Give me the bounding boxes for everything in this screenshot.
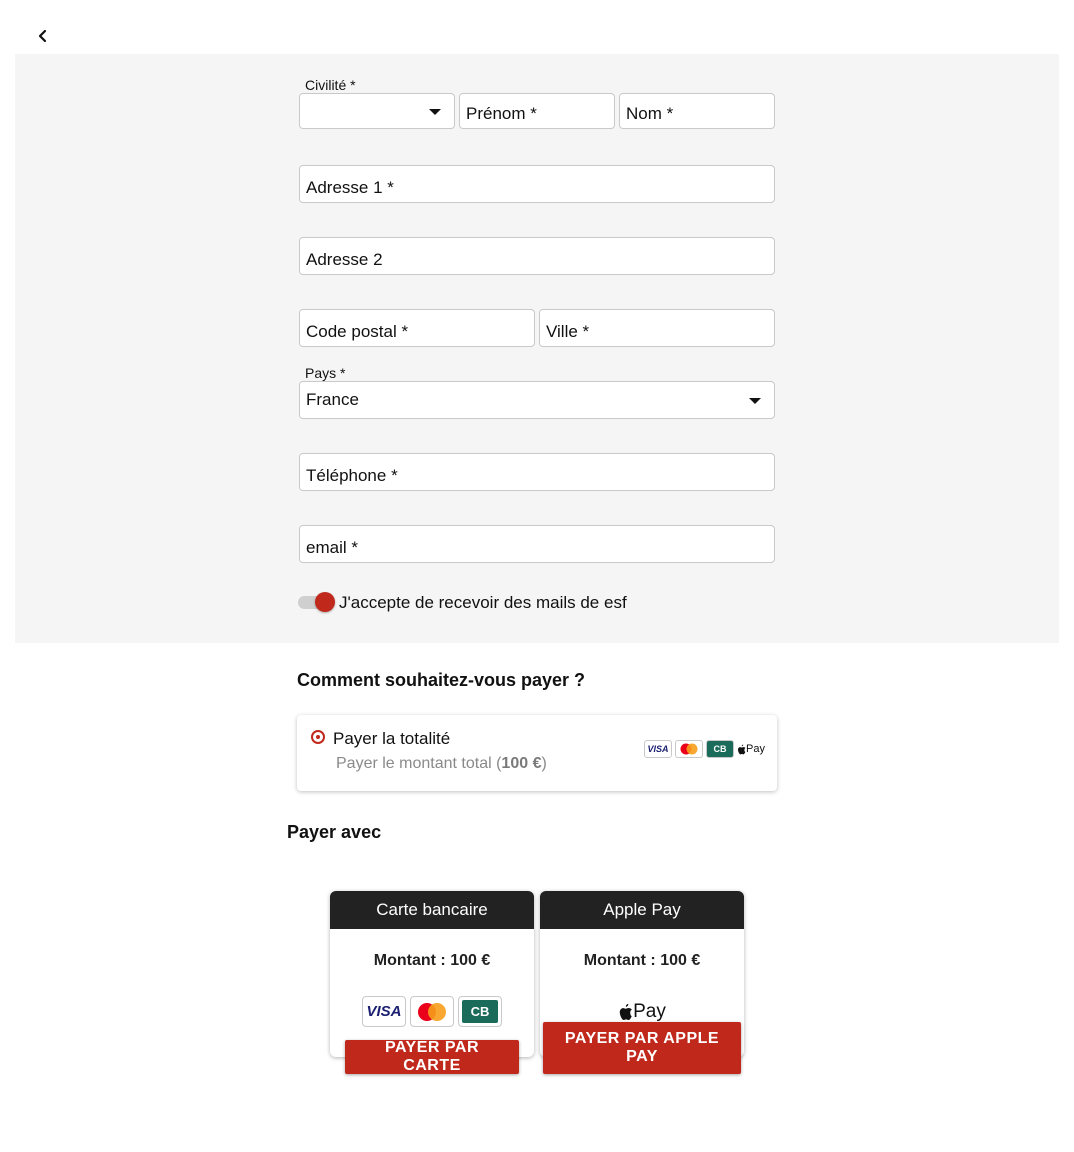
newsletter-label: J'accepte de recevoir des mails de esf bbox=[339, 593, 627, 612]
address1-field[interactable] bbox=[299, 165, 775, 203]
city-placeholder: Ville * bbox=[546, 322, 590, 341]
back-button[interactable] bbox=[34, 27, 52, 45]
apple-pay-amount: Montant : 100 € bbox=[583, 952, 701, 969]
pay-by-apple-pay-button[interactable]: PAYER PAR APPLE PAY bbox=[543, 1022, 741, 1074]
cb-icon: CB bbox=[458, 996, 502, 1027]
pay-full-option[interactable] bbox=[297, 715, 777, 791]
pay-by-card-button[interactable]: PAYER PAR CARTE bbox=[345, 1040, 519, 1074]
civility-label: Civilité * bbox=[305, 77, 356, 93]
chevron-down-icon bbox=[749, 398, 761, 404]
firstname-field[interactable] bbox=[459, 93, 615, 129]
lastname-field[interactable] bbox=[619, 93, 775, 129]
postal-code-field[interactable] bbox=[299, 309, 535, 347]
card-logos bbox=[330, 996, 534, 1027]
country-value: France bbox=[306, 390, 359, 409]
city-field[interactable] bbox=[539, 309, 775, 347]
address2-placeholder: Adresse 2 bbox=[306, 250, 383, 269]
civility-select[interactable] bbox=[299, 93, 455, 129]
payment-logos bbox=[644, 740, 765, 758]
address2-field[interactable] bbox=[299, 237, 775, 275]
card-payment-title: Carte bancaire bbox=[330, 891, 534, 929]
pay-full-description: Payer le montant total (100 €) bbox=[336, 755, 547, 772]
lastname-placeholder: Nom * bbox=[626, 104, 674, 123]
firstname-placeholder: Prénom * bbox=[466, 104, 537, 123]
chevron-left-icon bbox=[34, 27, 52, 45]
country-label: Pays * bbox=[305, 365, 346, 381]
phone-placeholder: Téléphone * bbox=[306, 466, 398, 485]
apple-pay-icon: Pay bbox=[737, 740, 765, 758]
toggle-knob bbox=[315, 592, 335, 612]
pay-full-amount: 100 € bbox=[501, 755, 542, 772]
cb-icon: CB bbox=[706, 740, 734, 758]
pay-full-title: Payer la totalité bbox=[333, 729, 451, 748]
apple-pay-icon: Pay bbox=[540, 1001, 744, 1023]
email-field[interactable] bbox=[299, 525, 775, 563]
mastercard-icon bbox=[675, 740, 703, 758]
visa-icon: VISA bbox=[362, 996, 406, 1027]
newsletter-toggle[interactable] bbox=[298, 592, 336, 612]
card-payment-panel bbox=[330, 891, 534, 1057]
mastercard-icon bbox=[410, 996, 454, 1027]
chevron-down-icon bbox=[429, 109, 441, 115]
phone-field[interactable] bbox=[299, 453, 775, 491]
apple-pay-title: Apple Pay bbox=[540, 891, 744, 929]
email-placeholder: email * bbox=[306, 538, 358, 557]
pay-with-heading: Payer avec bbox=[287, 822, 382, 842]
radio-selected-icon[interactable] bbox=[311, 730, 325, 744]
payment-question: Comment souhaitez-vous payer ? bbox=[297, 670, 586, 690]
visa-icon: VISA bbox=[644, 740, 672, 758]
country-select[interactable] bbox=[299, 381, 775, 419]
address1-placeholder: Adresse 1 * bbox=[306, 178, 394, 197]
postal-code-placeholder: Code postal * bbox=[306, 322, 409, 341]
card-payment-amount: Montant : 100 € bbox=[373, 952, 491, 969]
